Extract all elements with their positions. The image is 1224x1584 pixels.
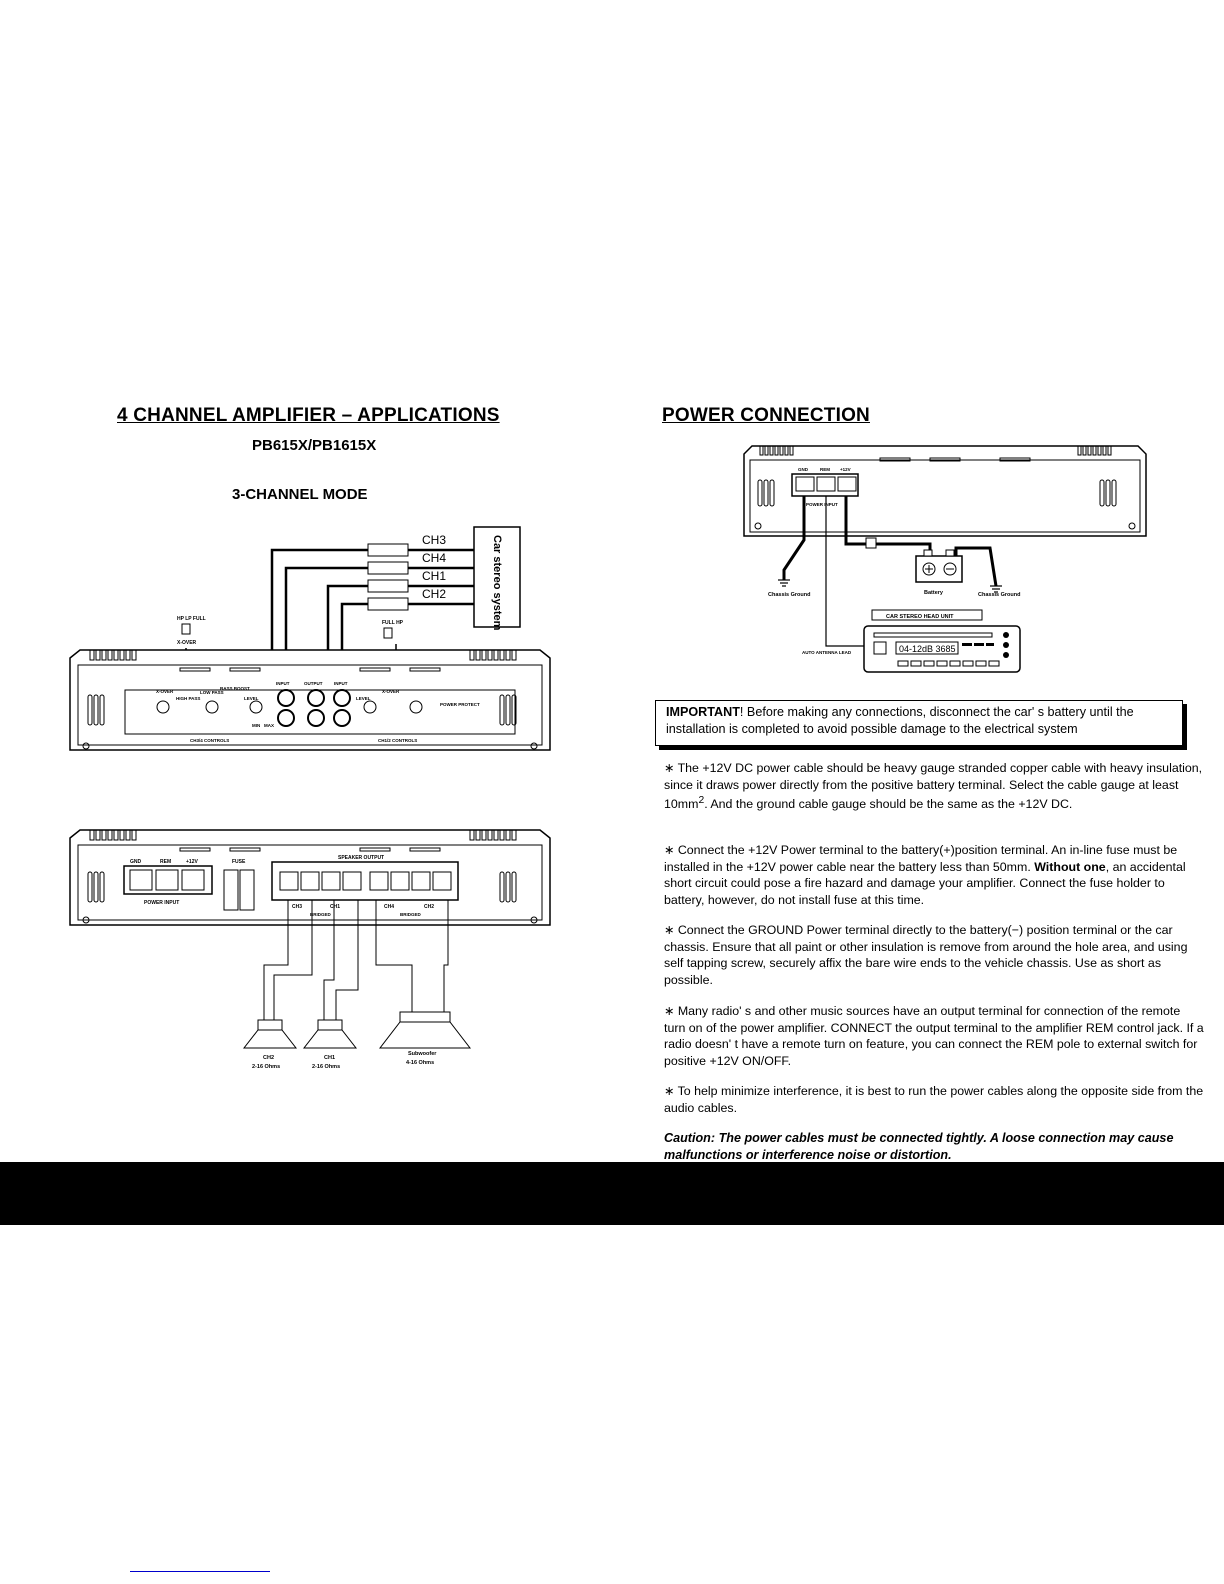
paragraph-4: ∗ Many radio' s and other music sources have an output terminal for connection of the remote turn on of the power amplifier. CONNECT the output terminal to the amplifier REM control jack. If a radio doesn' t have a remote turn on feature, you can connect the REM pole to external switch for positive +12V ON/OFF. [664, 1004, 1204, 1068]
footer-link-line [130, 1571, 270, 1572]
speaker-ch2-ohms: 2-16 Ohms [252, 1064, 281, 1070]
ch12-controls-label: CH1/2 CONTROLS [378, 738, 418, 743]
min-label: MIN [252, 723, 261, 728]
caution-note: Caution: The power cables must be connected tightly. A loose connection may cause malfunctions or interference noise or distortion. [664, 1131, 1174, 1162]
footer-bar [0, 1162, 1224, 1225]
pc-plus12-label: +12V [840, 467, 851, 472]
mode-heading: 3-CHANNEL MODE [232, 486, 368, 503]
ch1-label: CH1 [422, 569, 447, 583]
pc-power-input-label: POWER INPUT [806, 502, 838, 507]
bass-boost-label: BASS BOOST [220, 686, 250, 691]
left-switch-icon [182, 624, 190, 634]
ch12-xover-label: X-OVER [382, 689, 400, 694]
three-channel-wiring-diagram [60, 520, 560, 770]
ch3-label: CH3 [422, 533, 447, 547]
right-page-title: POWER CONNECTION [662, 405, 870, 426]
amplifier-front-view [70, 830, 550, 925]
power-protect-label: POWER PROTECT [440, 702, 480, 707]
battery-label: Battery [924, 590, 943, 596]
left-switch-label: HP LP FULL [177, 616, 206, 622]
high-pass-label: HIGH PASS [176, 696, 201, 701]
ch34-input-label: INPUT [276, 681, 290, 686]
gnd-label: GND [130, 859, 142, 865]
inline-fuse-icon [866, 538, 876, 548]
pc-gnd-label: GND [798, 467, 808, 472]
left-page-title: 4 CHANNEL AMPLIFIER – APPLICATIONS [117, 405, 500, 426]
rem-label: REM [160, 859, 172, 865]
ch34-xover-label: X-OVER [156, 689, 174, 694]
plus12-label: +12V [186, 859, 198, 865]
model-number: PB615X/PB1615X [252, 437, 377, 454]
important-text: ! Before making any connections, disconnect the car' s battery until the installation is completed to avoid possible damage to the electrical system [666, 705, 1134, 736]
ch4-terminal-label: CH4 [384, 904, 395, 910]
power-input-label: POWER INPUT [144, 900, 180, 906]
antenna-lead-label: AUTO ANTENNA LEAD [802, 650, 852, 655]
bridged-label-2: BRIDGED [400, 912, 421, 917]
speaker-ch1-name: CH1 [324, 1055, 336, 1061]
ch2-terminal-label: CH2 [424, 904, 435, 910]
paragraph-5: ∗ To help minimize interference, it is best to run the power cables along the opposite side from the audio cables. [664, 1084, 1204, 1115]
ch1-terminal-label: CH1 [330, 904, 341, 910]
important-lead: IMPORTANT [666, 705, 740, 719]
ch12-input-label: INPUT [334, 681, 348, 686]
ch34-level-label: LEVEL [244, 696, 259, 701]
right-switch-icon [384, 628, 392, 638]
speaker-output-label: SPEAKER OUTPUT [338, 855, 385, 861]
speaker-ch1-ohms: 2-16 Ohms [312, 1064, 341, 1070]
car-stereo-label: Car stereo system [491, 535, 503, 631]
bridged-label-1: BRIDGED [310, 912, 331, 917]
output-label: OUTPUT [304, 681, 323, 686]
chassis-ground-right: Chassis Ground [978, 592, 1021, 598]
rca-plugs [368, 544, 474, 610]
speaker-sub-name: Subwoofer [408, 1051, 437, 1057]
ch3-terminal-label: CH3 [292, 904, 303, 910]
ch12-level-label: LEVEL [356, 696, 371, 701]
speaker-icons [244, 1012, 470, 1048]
head-unit-display: 04-12dB 3685 [899, 644, 956, 654]
paragraph-2: ∗ Connect the +12V Power terminal to the battery(+)position terminal. An in-line fuse must be installed in the +12V power cable near the battery less than 50mm. Without one, an accidental short circuit could pose a fire hazard and damage your amplifier. Connect the fuse holder to battery, however, do not install fuse at this time. [664, 843, 1186, 907]
speaker-wiring-diagram [60, 800, 560, 1090]
ch34-controls-label: CH3/4 CONTROLS [190, 738, 230, 743]
left-xover-label: X-OVER [177, 640, 197, 646]
important-notice [655, 700, 1183, 746]
ch2-label: CH2 [422, 587, 447, 601]
ch4-label: CH4 [422, 551, 447, 565]
fuse-label: FUSE [232, 859, 246, 865]
speaker-ch2-name: CH2 [263, 1055, 275, 1061]
amplifier-top-view [70, 650, 550, 750]
speaker-sub-ohms: 4-16 Ohms [406, 1060, 435, 1066]
max-label: MAX [264, 723, 274, 728]
power-connection-diagram [740, 440, 1160, 690]
head-unit-label: CAR STEREO HEAD UNIT [886, 614, 954, 620]
ground-symbols [778, 580, 1002, 592]
low-pass-label: LOW PASS [200, 690, 224, 695]
chassis-ground-left: Chassis Ground [768, 592, 811, 598]
right-switch-label: FULL HP [382, 620, 404, 626]
paragraph-3: ∗ Connect the GROUND Power terminal directly to the battery(−) position terminal or the car chassis. Ensure that all paint or other insulation is remove from around the hole area, and using self tapping screw, securely affix the bare wire ends to the vehicle chassis. Use as short as possible. [664, 923, 1188, 987]
pc-rem-label: REM [820, 467, 830, 472]
paragraph-1: ∗ The +12V DC power cable should be heavy gauge stranded copper cable with heavy insulation, since it draws power directly from the positive battery terminal. Select the cable gauge at least $10mm^2$. And the ground cable gauge should be the same as the +12V DC. [664, 761, 1203, 812]
